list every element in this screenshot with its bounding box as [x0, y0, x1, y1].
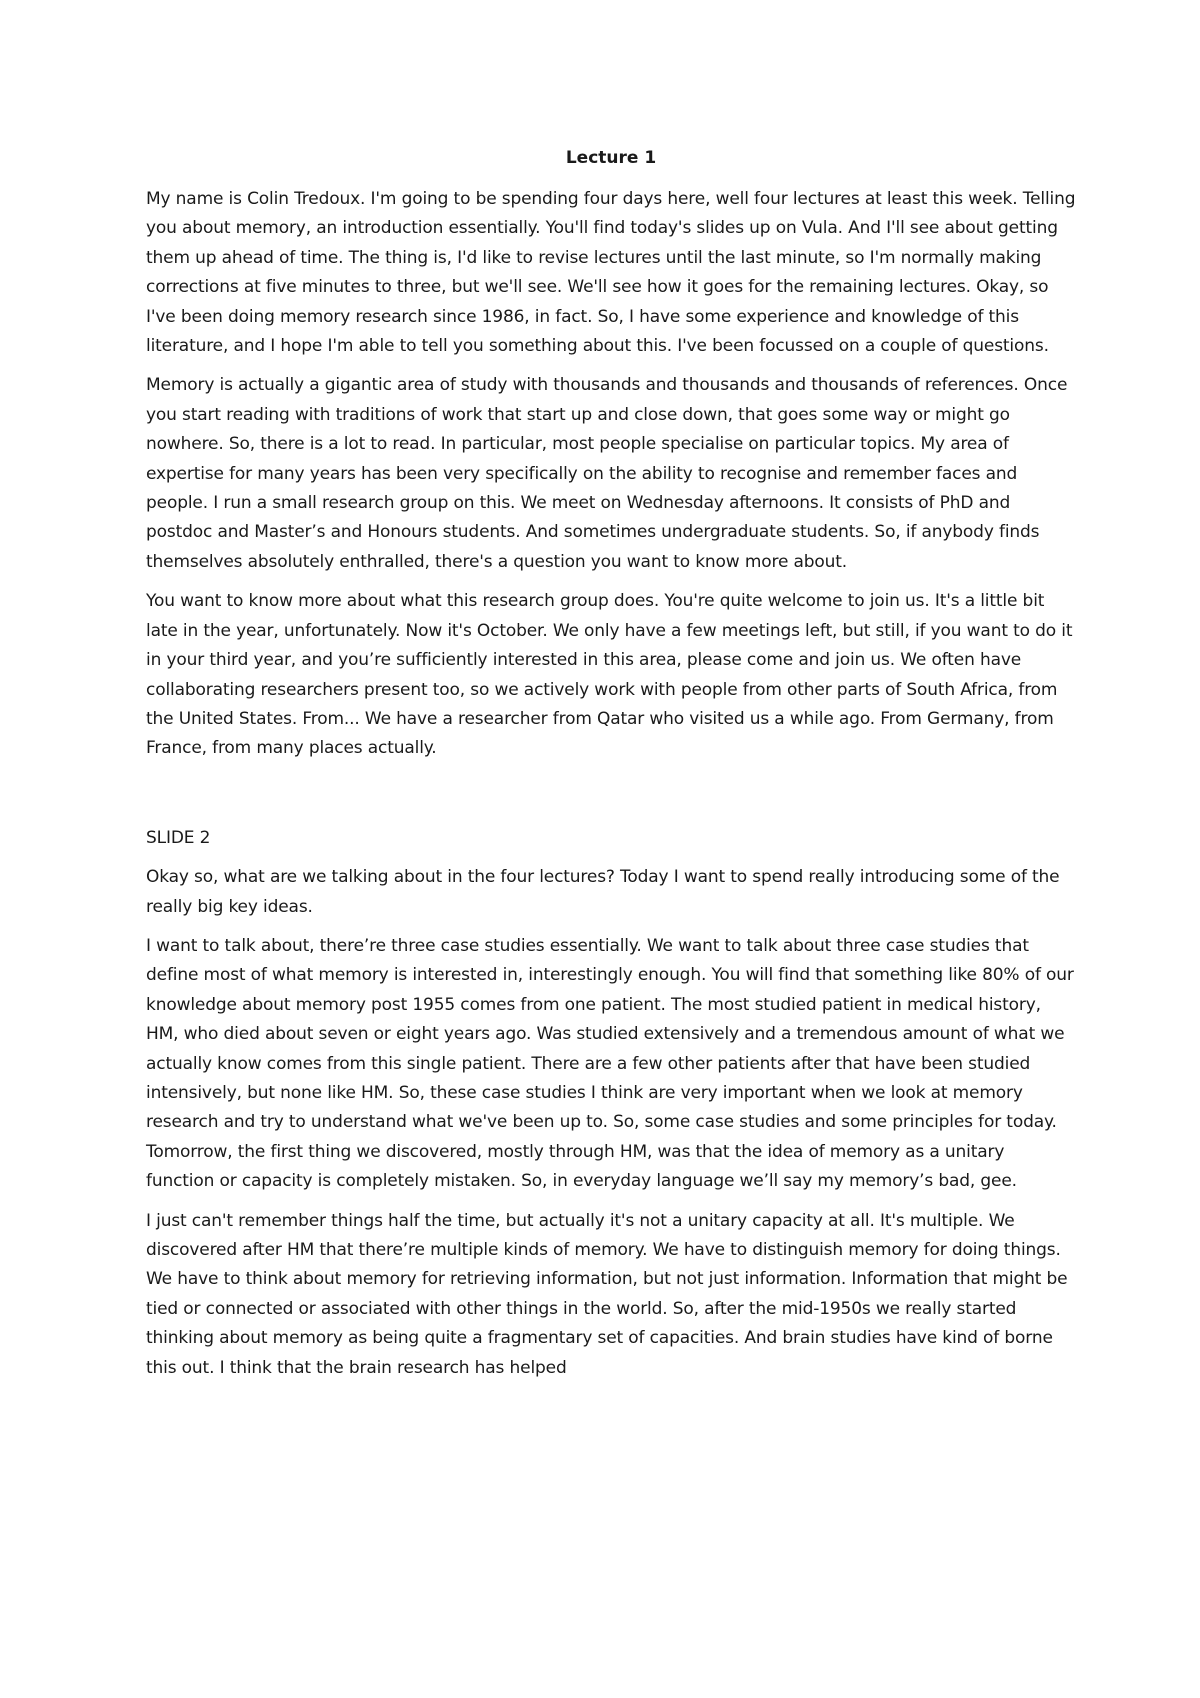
document-page: [146, 144, 1076, 1393]
page-title: Lecture 1: [565, 148, 657, 168]
paragraph-multiple-memory: I just can't remember things half the time, but actually it's not a unitary capacity at all. It's multiple. We discovered after HM that there’re multiple kinds of memory. We have to distinguish memory for doing things. We have to think about memory for retrieving information, but not just information. Information that might be tied or connected or associated with other things in the world. So, after the mid-1950s we really started thinking about memory as being quite a fragmentary set of capacities. And brain studies have kind of borne this out. I think that the brain research has helped: [146, 1210, 1068, 1378]
paragraph-case-studies: I want to talk about, there’re three case studies essentially. We want to talk about three case studies that define most of what memory is interested in, interestingly enough. You will find that something like 80% of our knowledge about memory post 1955 comes from one patient. The most studied patient in medical history, HM, who died about seven or eight years ago. Was studied extensively and a tremendous amount of what we actually know comes from this single patient. There are a few other patients after that have been studied intensively, but none like HM. So, these case studies I think are very important when we look at memory research and try to understand what we've been up to. So, some case studies and some principles for today. Tomorrow, the first thing we discovered, mostly through HM, was that the idea of memory as a unitary function or capacity is completely mistaken. So, in everyday language we’ll say my memory’s bad, gee.: [146, 935, 1074, 1192]
paragraph-memory-area: Memory is actually a gigantic area of study with thousands and thousands and thousands of references. Once you start reading with traditions of work that start up and close down, that goes some way or might go nowhere. So, there is a lot to read. In particular, most people specialise on particular topics. My area of expertise for many years has been very specifically on the ability to recognise and remember faces and people. I run a small research group on this. We meet on Wednesday afternoons. It consists of PhD and postdoc and Master’s and Honours students. And sometimes undergraduate students. So, if anybody finds themselves absolutely enthralled, there's a question you want to know more about.: [146, 375, 1068, 572]
paragraph-four-lectures: Okay so, what are we talking about in the four lectures? Today I want to spend really introducing some of the really big key ideas.: [146, 867, 1060, 917]
paragraph-research-group: You want to know more about what this research group does. You're quite welcome to join us. It's a little bit late in the year, unfortunately. Now it's October. We only have a few meetings left, but still, if you want to do it in your third year, and you’re sufficiently interested in this area, please come and join us. We often have collaborating researchers present too, so we actively work with people from other parts of South Africa, from the United States. From... We have a researcher from Qatar who visited us a while ago. From Germany, from France, from many places actually.: [146, 591, 1073, 759]
paragraph-intro: My name is Colin Tredoux. I'm going to be spending four days here, well four lectures at least this week. Telling you about memory, an introduction essentially. You'll find today's slides up on Vula. And I'll see about getting them up ahead of time. The thing is, I'd like to revise lectures until the last minute, so I'm normally making corrections at five minutes to three, but we'll see. We'll see how it goes for the remaining lectures. Okay, so I've been doing memory research since 1986, in fact. So, I have some experience and knowledge of this literature, and I hope I'm able to tell you something about this. I've been focussed on a couple of questions.: [146, 189, 1076, 357]
section-label-slide-2: SLIDE 2: [146, 827, 211, 848]
